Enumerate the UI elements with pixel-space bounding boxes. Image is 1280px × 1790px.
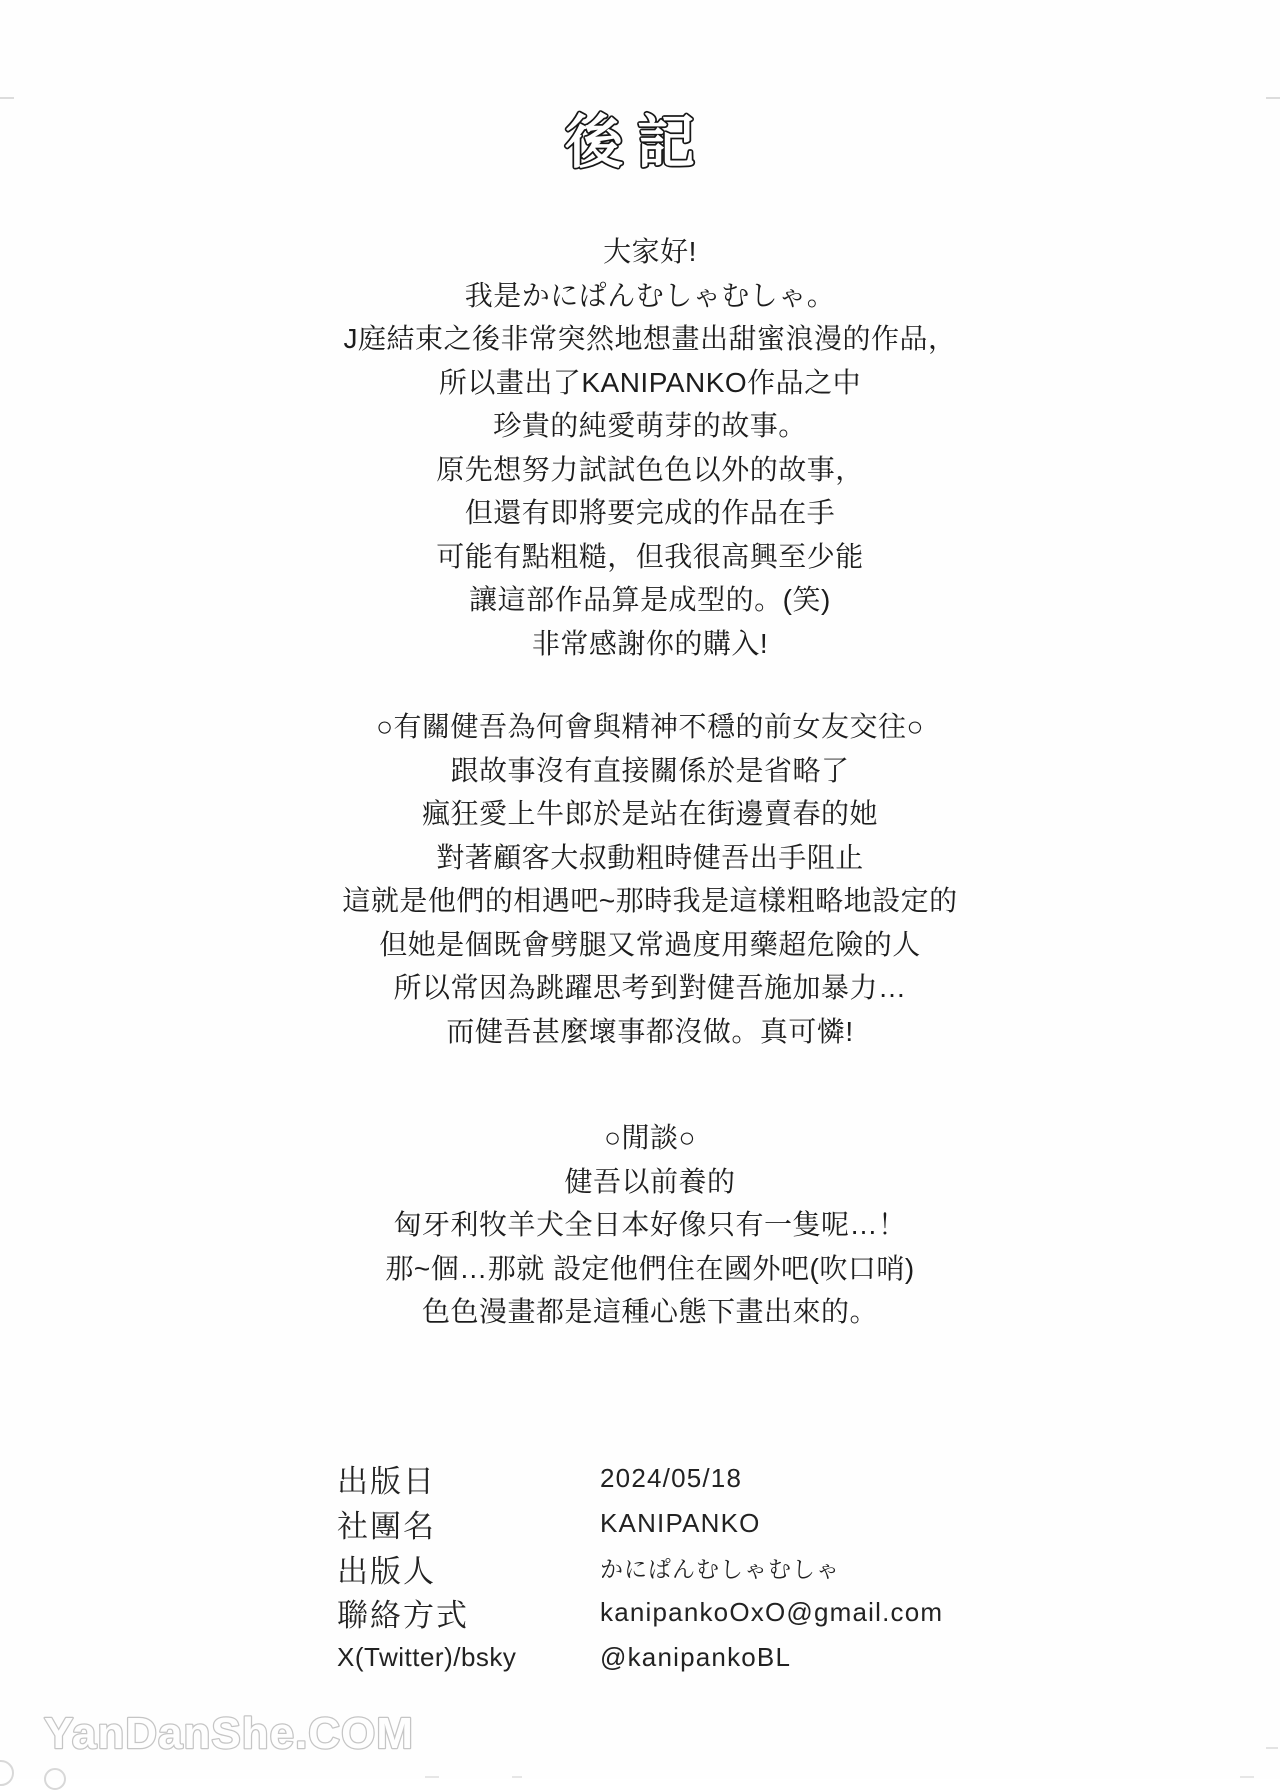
crop-mark [1240, 1776, 1254, 1778]
text-line: 大家好! [603, 236, 697, 267]
afterword-paragraph-greeting [20, 230, 1280, 665]
crop-mark [1266, 1747, 1278, 1749]
text-line: 非常感謝你的購入! [531, 627, 769, 659]
text-line: 所以常因為跳躍思考到對健吾施加暴力… [393, 972, 907, 1003]
crop-mark [425, 1776, 439, 1778]
crop-mark [1266, 97, 1280, 99]
colophon [337, 1456, 1137, 1680]
text-line: 但她是個既會劈腿又常過度用藥超危險的人 [379, 928, 921, 960]
text-line: 所以畫出了KANIPANKO作品之中 [438, 366, 862, 398]
text-line: 可能有點粗糙，但我很高興至少能 [436, 540, 864, 572]
text-line: 這就是他們的相遇吧~那時我是這樣粗略地設定的 [342, 885, 958, 916]
text-line: 珍貴的純愛萌芽的故事。 [493, 410, 807, 441]
colophon-row-circle-name [337, 1501, 1137, 1546]
colophon-row-contact [337, 1590, 1137, 1635]
colophon-label: X(Twitter)/bsky [337, 1642, 517, 1673]
colophon-value: KANIPANKO [600, 1507, 761, 1538]
page-title: 後記 [564, 110, 710, 175]
colophon-value: 2024/05/18 [600, 1462, 743, 1493]
section-heading: ○有關健吾為何會與精神不穩的前女友交往○ [376, 711, 924, 742]
text-line: 匈牙利牧羊犬全日本好像只有一隻呢…！ [393, 1209, 907, 1240]
text-line: 色色漫畫都是這種心態下畫出來的。 [421, 1296, 878, 1327]
text-line: 健吾以前養的 [564, 1165, 736, 1197]
text-line: 那~個…那就 設定他們住在國外吧(吹口哨) [385, 1252, 915, 1284]
afterword-paragraph-chat [20, 1116, 1280, 1334]
watermark-fragment [0, 1760, 14, 1786]
watermark-fragment [44, 1768, 66, 1790]
colophon-value-email: kanipankoOxO@gmail.com [600, 1597, 944, 1628]
text-line: 而健吾甚麼壞事都沒做。真可憐! [446, 1015, 854, 1047]
watermark-text: YanDanShe.COM [44, 1709, 414, 1758]
text-line: 跟故事沒有直接關係於是省略了 [450, 754, 850, 786]
colophon-label: 出版人 [337, 1553, 436, 1589]
section-heading: ○閒談○ [604, 1122, 696, 1153]
page-title-container [0, 96, 1280, 188]
crop-mark [512, 1776, 522, 1778]
colophon-value-social-handle: @kanipankoBL [600, 1642, 792, 1673]
colophon-value: かにぱんむしゃむしゃ [600, 1556, 840, 1583]
colophon-row-publisher [337, 1546, 1137, 1591]
watermark-container [36, 1698, 416, 1770]
colophon-label: 社團名 [337, 1508, 436, 1544]
text-line: 但還有即將要完成的作品在手 [464, 497, 836, 528]
text-line: J庭結束之後非常突然地想畫出甜蜜浪漫的作品， [343, 323, 957, 354]
text-line: 讓這部作品算是成型的。(笑) [469, 584, 831, 615]
crop-mark [0, 97, 14, 99]
text-line: 對著顧客大叔動粗時健吾出手阻止 [436, 841, 864, 873]
text-line: 瘋狂愛上牛郎於是站在街邊賣春的她 [421, 798, 878, 829]
text-line: 我是かにぱんむしゃむしゃ。 [464, 279, 836, 311]
colophon-row-publish-date [337, 1456, 1137, 1501]
text-line: 原先想努力試試色色以外的故事， [436, 453, 864, 485]
colophon-label: 出版日 [337, 1463, 436, 1499]
colophon-row-social [337, 1635, 1137, 1680]
colophon-label: 聯絡方式 [337, 1598, 469, 1634]
afterword-paragraph-backstory [20, 705, 1280, 1053]
